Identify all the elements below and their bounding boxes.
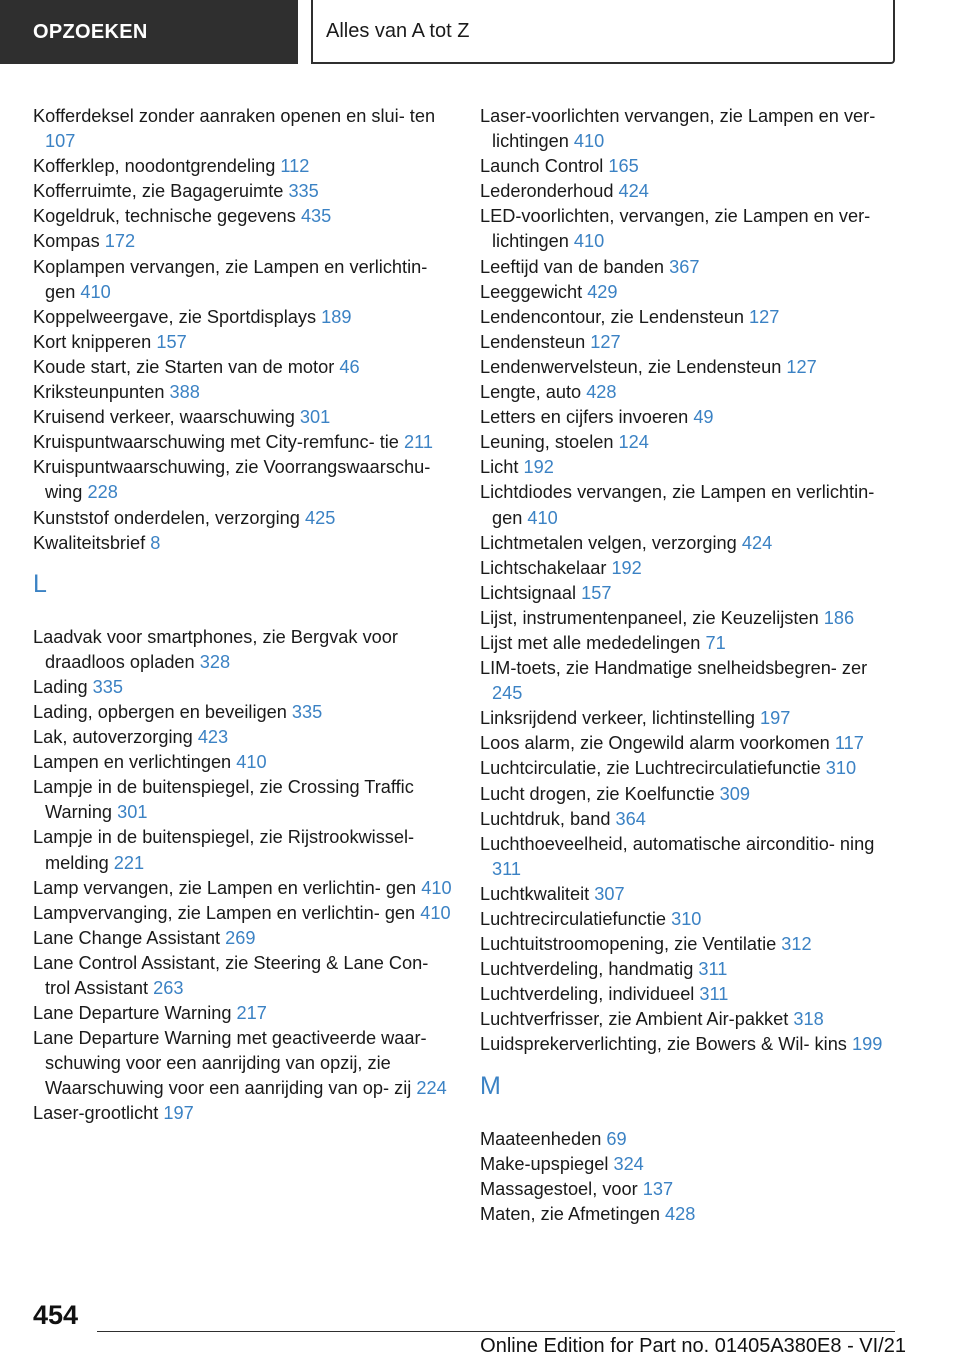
page-reference-link[interactable]: 410	[80, 281, 111, 302]
page-reference-link[interactable]: 197	[163, 1103, 194, 1124]
index-entry-term: Letters en cijfers invoeren	[480, 407, 694, 428]
index-entry-term: Lane Departure Warning	[33, 1003, 237, 1024]
index-entry	[480, 104, 900, 154]
page-reference-link[interactable]: 269	[225, 927, 256, 948]
index-entry	[33, 926, 458, 951]
footer-divider	[97, 1331, 895, 1332]
index-entry	[33, 775, 458, 825]
index-entry	[480, 430, 900, 455]
index-entry	[480, 606, 900, 631]
index-entry-term: Kwaliteitsbrief	[33, 532, 151, 553]
page-reference-link[interactable]: 312	[781, 934, 812, 955]
index-entry-term: LIM-toets, zie Handmatige snelheidsbegren‐ zer	[480, 658, 868, 679]
index-entry	[480, 907, 900, 932]
index-entry	[480, 305, 900, 330]
page-reference-link[interactable]: 335	[92, 676, 124, 697]
index-entry-term: Kofferdeksel zonder aanraken openen en slui‐ ten	[33, 106, 436, 126]
index-entry-term: Kompas	[33, 231, 105, 252]
index-entry-term: Kruispuntwaarschuwing, zie Voorrangswaarschu‐ wing	[33, 457, 431, 503]
index-entry-term: Linksrijdend verkeer, lichtinstelling	[480, 708, 761, 729]
index-entry-term: Leeggewicht	[480, 281, 588, 302]
index-entry	[33, 179, 458, 204]
index-entry-term: Luchtverfrisser, zie Ambient Air-pakket	[480, 1009, 794, 1030]
index-entry-term: Kunststof onderdelen, verzorging	[33, 507, 305, 528]
index-entry	[480, 706, 900, 731]
page-reference-link[interactable]: 217	[236, 1003, 267, 1024]
index-entry	[480, 832, 900, 882]
page-reference-link[interactable]: 429	[587, 281, 618, 302]
page-reference-link[interactable]: 410	[421, 877, 452, 898]
index-entry-term: Luchtrecirculatiefunctie	[480, 909, 672, 929]
index-entry	[480, 1152, 900, 1177]
page-number: 454	[33, 1300, 79, 1330]
index-entry-term: Lichtsignaal	[480, 582, 582, 603]
index-entry-term: Licht	[480, 457, 524, 478]
page-reference-link[interactable]: 8	[150, 532, 161, 553]
index-entry	[33, 951, 458, 1001]
page-reference-link[interactable]: 46	[339, 356, 360, 377]
index-entry	[480, 581, 900, 606]
page-reference-link[interactable]: 335	[288, 181, 319, 202]
index-entry-term: Lampen en verlichtingen	[33, 752, 237, 773]
index-entry	[33, 901, 458, 926]
index-entry	[33, 380, 458, 405]
page-reference-link[interactable]: 367	[669, 256, 700, 277]
section-tab	[0, 0, 298, 64]
page-reference-link[interactable]: 211	[403, 432, 433, 453]
index-entry-term: Kofferklep, noodontgrendeling	[33, 156, 281, 177]
index-entry	[33, 725, 458, 750]
page-reference-link[interactable]: 69	[606, 1128, 627, 1149]
index-entry	[480, 330, 900, 355]
page-reference-link[interactable]: 127	[749, 306, 780, 327]
index-entry-term: Lengte, auto	[480, 382, 587, 403]
index-entry-term: Lamp vervangen, zie Lampen en verlichtin‐ gen	[33, 877, 422, 898]
index-entry-term: Maten, zie Afmetingen	[480, 1203, 666, 1224]
index-entry-term: Luchtdruk, band	[480, 808, 616, 829]
index-entry-term: Luchtuitstroomopening, zie Ventilatie	[480, 934, 782, 955]
page-reference-link[interactable]: 192	[611, 557, 642, 578]
page-reference-link[interactable]: 328	[199, 651, 231, 672]
index-entry-term: Lijst met alle mededelingen	[480, 632, 706, 653]
page-reference-link[interactable]: 107	[45, 131, 76, 152]
index-entry-term: Laser-grootlicht	[33, 1103, 164, 1124]
page-reference-link[interactable]: 71	[705, 632, 726, 653]
index-entry	[480, 1177, 900, 1202]
chapter-title: Alles van A tot Z	[326, 19, 470, 42]
index-entry	[480, 405, 900, 430]
page-reference-link[interactable]: 410	[527, 507, 558, 528]
index-letter-heading: L	[33, 569, 47, 598]
index-entry	[480, 255, 900, 280]
index-entry	[33, 455, 458, 505]
index-entry-term: Lampje in de buitenspiegel, zie Crossing Traffic Warning	[33, 777, 414, 823]
page-reference-link[interactable]: 428	[586, 382, 617, 403]
index-entry-term: Lading, opbergen en beveiligen	[33, 701, 292, 722]
index-entry	[480, 179, 900, 204]
index-entry-term: Lichtdiodes vervangen, zie Lampen en verlichtin‐ gen	[480, 482, 875, 528]
index-entry	[480, 1202, 900, 1227]
index-entry-term: Luidsprekerverlichting, zie Bowers & Wil‐ kins	[480, 1034, 852, 1055]
page-reference-link[interactable]: 124	[618, 432, 649, 453]
index-entry	[33, 430, 458, 455]
index-entry	[33, 355, 458, 380]
page-reference-link[interactable]: 221	[113, 852, 145, 873]
index-entry	[33, 154, 458, 179]
page-reference-link[interactable]: 127	[786, 356, 817, 377]
index-entry	[480, 756, 900, 781]
index-entry-term: Kogeldruk, technische gegevens	[33, 206, 301, 227]
page-reference-link[interactable]: 157	[581, 582, 612, 603]
page-reference-link[interactable]: 428	[665, 1203, 696, 1224]
page-reference-link[interactable]: 410	[573, 231, 605, 252]
page-reference-link[interactable]: 127	[590, 331, 621, 352]
index-entry	[480, 1032, 900, 1057]
index-entry	[480, 531, 900, 556]
index-entry-term: Koppelweergave, zie Sportdisplays	[33, 306, 322, 327]
page-reference-link[interactable]: 186	[823, 607, 855, 628]
edition-note: Online Edition for Part no. 01405A380E8 - VI/21	[480, 1335, 906, 1357]
index-entry	[33, 531, 458, 556]
section-title: OPZOEKEN	[33, 20, 148, 43]
index-entry	[33, 876, 458, 901]
index-entry-term: Lucht drogen, zie Koelfunctie	[480, 783, 720, 804]
page-reference-link[interactable]: 224	[416, 1078, 447, 1099]
page-reference-link[interactable]: 197	[760, 708, 791, 729]
page-reference-link[interactable]: 301	[299, 407, 331, 428]
page-reference-link[interactable]: 318	[793, 1009, 824, 1030]
index-entry-term: Lendenwervelsteun, zie Lendensteun	[480, 356, 787, 377]
page-reference-link[interactable]: 157	[156, 331, 187, 352]
index-entry-term: Lampvervanging, zie Lampen en verlichtin‐ gen	[33, 902, 421, 923]
index-entry-term: Lichtmetalen velgen, verzorging	[480, 532, 742, 553]
index-entry-term: Leuning, stoelen	[480, 432, 619, 453]
page-reference-link[interactable]: 307	[594, 883, 625, 904]
index-entry-term: Launch Control	[480, 156, 609, 177]
page-reference-link[interactable]: 311	[492, 858, 521, 879]
index-entry	[480, 556, 900, 581]
page-reference-link[interactable]: 364	[615, 808, 646, 829]
index-entry	[33, 700, 458, 725]
page-reference-link[interactable]: 425	[304, 507, 336, 528]
index-letter-heading: M	[480, 1071, 501, 1100]
index-entry-term: Lading	[33, 676, 93, 697]
index-entry	[33, 330, 458, 355]
index-entry-term: Make-upspiegel	[480, 1153, 614, 1174]
index-entry-term: Luchtkwaliteit	[480, 883, 595, 904]
index-entry	[480, 957, 900, 982]
index-entry	[33, 625, 458, 675]
index-entry	[480, 1007, 900, 1032]
index-entry	[480, 982, 900, 1007]
index-entry	[33, 255, 458, 305]
page-reference-link[interactable]: 410	[573, 131, 605, 152]
index-entry	[480, 731, 900, 756]
page-reference-link[interactable]: 410	[236, 752, 267, 773]
index-entry	[480, 882, 900, 907]
index-entry-term: Koude start, zie Starten van de motor	[33, 356, 340, 377]
page-reference-link[interactable]: 410	[420, 902, 451, 923]
page-reference-link[interactable]: 112	[280, 156, 310, 177]
page-reference-link[interactable]: 117	[834, 733, 864, 754]
page-reference-link[interactable]: 424	[741, 532, 773, 553]
page-reference-link[interactable]: 310	[825, 758, 857, 779]
index-entry	[33, 1101, 458, 1126]
index-entry	[33, 675, 458, 700]
index-entry	[480, 656, 900, 706]
index-entry-term: LED-voorlichten, vervangen, zie Lampen en ver‐ lichtingen	[480, 206, 871, 252]
index-entry-term: Lane Control Assistant, zie Steering & Lane Con‐ trol Assistant	[33, 952, 429, 998]
index-entry-term: Kruispuntwaarschuwing met City-remfunc‐ tie	[33, 432, 404, 453]
index-entry-term: Lampje in de buitenspiegel, zie Rijstrookwissel‐ melding	[33, 827, 415, 873]
index-column-right	[480, 104, 900, 1227]
page-reference-link[interactable]: 335	[291, 701, 323, 722]
index-entry	[480, 631, 900, 656]
index-entry	[480, 204, 900, 254]
page-reference-link[interactable]: 199	[851, 1034, 883, 1055]
page-reference-link[interactable]: 263	[153, 978, 184, 998]
chapter-header	[311, 0, 895, 64]
index-entry-term: Luchtverdeling, individueel	[480, 984, 700, 1005]
index-entry	[33, 229, 458, 254]
page-reference-link[interactable]: 192	[523, 457, 554, 478]
page-reference-link[interactable]: 311	[699, 984, 729, 1005]
index-entry	[480, 355, 900, 380]
index-entry-term: Luchtverdeling, handmatig	[480, 959, 699, 980]
index-entry-term: Kriksteunpunten	[33, 382, 170, 403]
index-entry-term: Lak, autoverzorging	[33, 727, 198, 748]
index-entry	[33, 204, 458, 229]
index-column-left	[33, 104, 458, 1127]
index-entry	[33, 1026, 458, 1101]
index-entry-term: Lichtschakelaar	[480, 557, 612, 578]
index-entry-term: Kruisend verkeer, waarschuwing	[33, 407, 300, 428]
page-reference-link[interactable]: 388	[169, 382, 200, 403]
page-reference-link[interactable]: 310	[671, 909, 702, 929]
page-reference-link[interactable]: 172	[104, 231, 136, 252]
index-entry	[33, 825, 458, 875]
index-entry	[33, 405, 458, 430]
index-entry	[33, 750, 458, 775]
page-reference-link[interactable]: 424	[618, 181, 649, 202]
index-entry-term: Laadvak voor smartphones, zie Bergvak voor draadloos opladen	[33, 626, 398, 672]
index-entry	[33, 305, 458, 330]
index-entry	[480, 932, 900, 957]
index-entry	[33, 1001, 458, 1026]
page-reference-link[interactable]: 423	[197, 727, 229, 748]
index-entry-term: Lendencontour, zie Lendensteun	[480, 306, 749, 327]
index-entry	[480, 280, 900, 305]
page-reference-link[interactable]: 324	[613, 1153, 644, 1174]
index-entry	[33, 104, 458, 154]
index-entry-term: Laser-voorlichten vervangen, zie Lampen en ver‐ lichtingen	[480, 106, 876, 152]
index-entry	[480, 380, 900, 405]
page-reference-link[interactable]: 245	[492, 683, 523, 704]
index-entry-term: Lederonderhoud	[480, 181, 619, 202]
page-reference-link[interactable]: 49	[693, 407, 714, 428]
index-entry-term: Luchthoeveelheid, automatische airconditio‐ ning	[480, 833, 875, 854]
index-entry	[480, 154, 900, 179]
page-reference-link[interactable]: 301	[117, 802, 148, 823]
index-entry-term: Lane Departure Warning met geactiveerde waar‐ schuwing voor een aanrijding van opzij, zie Waarschuwing voor een aanrijding van op‐ zij	[33, 1028, 427, 1099]
index-entry-term: Kort knipperen	[33, 331, 157, 352]
page-reference-link[interactable]: 165	[608, 156, 639, 177]
index-entry-term: Massagestoel, voor	[480, 1178, 643, 1199]
page-reference-link[interactable]: 228	[87, 482, 118, 503]
index-entry	[480, 807, 900, 832]
index-entry-term: Loos alarm, zie Ongewild alarm voorkomen	[480, 733, 835, 754]
index-entry	[480, 782, 900, 807]
index-entry-term: Luchtcirculatie, zie Luchtrecirculatiefunctie	[480, 758, 826, 779]
index-entry-term: Maateenheden	[480, 1128, 607, 1149]
page-reference-link[interactable]: 435	[300, 206, 332, 227]
index-entry-term: Lijst, instrumentenpaneel, zie Keuzelijsten	[480, 607, 824, 628]
index-entry	[480, 1127, 900, 1152]
index-entry-term: Kofferruimte, zie Bagageruimte	[33, 181, 289, 202]
index-entry-term: Lendensteun	[480, 331, 591, 352]
index-entry	[480, 480, 900, 530]
index-entry-term: Lane Change Assistant	[33, 927, 226, 948]
page-reference-link[interactable]: 309	[719, 783, 750, 804]
index-entry-term: Leeftijd van de banden	[480, 256, 670, 277]
page-reference-link[interactable]: 137	[642, 1178, 674, 1199]
index-entry-term: Koplampen vervangen, zie Lampen en verlichtin‐ gen	[33, 256, 428, 302]
index-entry	[480, 455, 900, 480]
page-reference-link[interactable]: 311	[698, 959, 728, 980]
page-reference-link[interactable]: 189	[321, 306, 352, 327]
index-entry	[33, 506, 458, 531]
